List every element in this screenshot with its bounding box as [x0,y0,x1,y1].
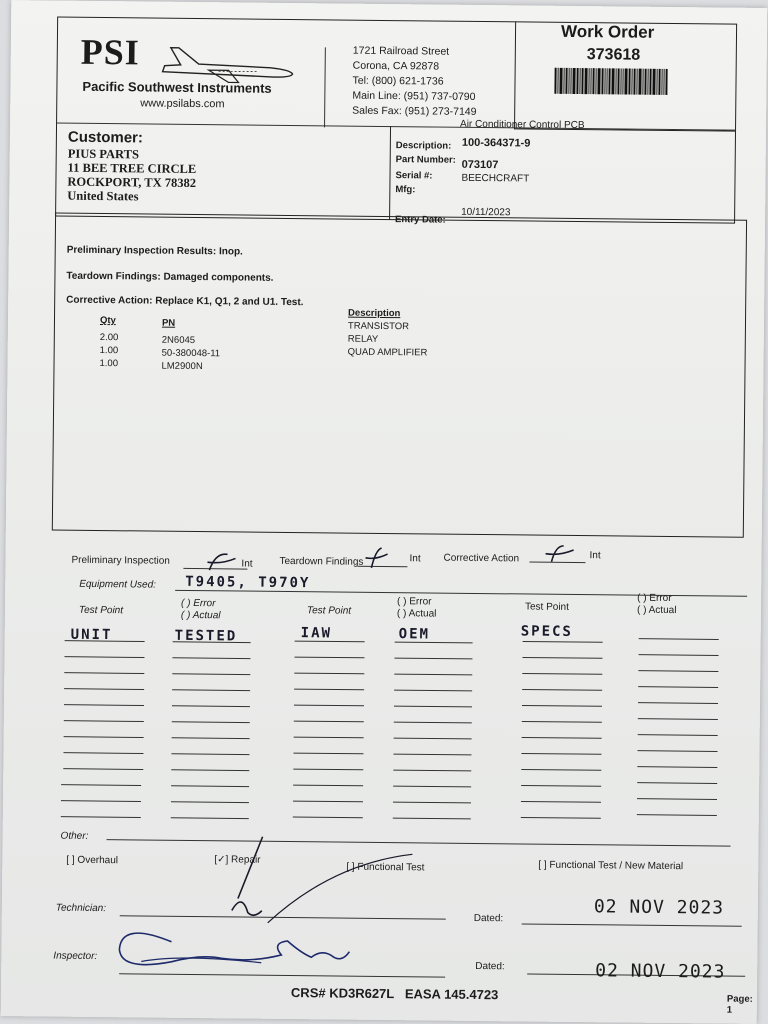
test-col-5-value: SPECS [520,623,573,640]
test-col-1-value: UNIT [70,626,113,644]
checked-box-icon: [✓] [214,854,229,866]
phone-line: Tel: (800) 621-1736 [352,74,444,88]
serial-label: Serial #: [395,170,433,182]
error-option: ( ) Error [397,596,432,608]
pn-cell: 2N6045 [161,334,196,347]
corrective-action: Corrective Action: Replace K1, Q1, 2 and U1. Test. [66,294,304,309]
test-col-4-header [397,596,437,620]
inspector-label: Inspector: [53,950,98,963]
pn-header: PN [161,317,176,329]
customer-address [67,147,196,204]
equipment-used-label: Equipment Used: [79,578,156,591]
phone-line: Main Line: (951) 737-0790 [352,89,476,103]
corrective-action-label: Corrective Action [443,552,520,565]
customer-city: ROCKPORT, TX 78382 [67,174,197,191]
int-label: Int [241,558,253,570]
description-value: Air Conditioner Control PCB [460,118,585,132]
signature-icon [111,821,453,985]
test-col-3-value: IAW [300,625,333,642]
qty-header: Qty [99,315,116,327]
description-label: Description: [395,140,452,152]
fax-line: Sales Fax: (951) 273-7149 [352,104,477,118]
description-cell: QUAD AMPLIFIER [347,346,428,359]
technician-label: Technician: [55,902,107,915]
overhaul-checkbox[interactable]: [ ] Overhaul [66,854,119,867]
initials-mark-icon [361,544,391,570]
company-address [352,44,477,120]
description-header: Description [348,307,401,320]
qty-column [99,331,118,370]
test-col-6-header [637,593,677,617]
part-number-label: Part Number: [395,154,456,166]
customer-country: United States [67,188,139,204]
pn-cell: 50-380048-11 [161,347,221,360]
customer-street: 11 BEE TREE CIRCLE [67,160,197,177]
test-col-1-header: Test Point [78,604,124,617]
repair-label: Repair [231,854,261,866]
equipment-used-value: T9405, T970Y [185,573,311,592]
error-option: ( ) Error [180,597,216,610]
address-line: 1721 Railroad Street [352,44,450,58]
mfg-value: BEECHCRAFT [461,172,530,185]
actual-option: ( ) Actual [636,604,677,617]
test-col-2-header [181,598,221,622]
functional-test-new-material-checkbox[interactable]: [ ] Functional Test / New Material [538,859,684,873]
int-label: Int [409,553,421,565]
actual-option: ( ) Actual [180,609,221,622]
error-option: ( ) Error [637,592,672,605]
teardown-findings-label: Teardown Findings [279,555,364,568]
company-logo: PSI [80,31,141,73]
findings-box [52,213,747,538]
entry-date-value: 10/11/2023 [461,206,511,219]
description-cell: RELAY [347,333,379,345]
int-label: Int [589,550,601,562]
qty-cell: 2.00 [99,332,119,344]
pn-cell: LM2900N [161,360,203,373]
functional-test-checkbox[interactable]: [ ] Functional Test [346,861,425,874]
work-order-number: 373618 [586,46,641,64]
initials-mark-icon [543,542,577,566]
qty-cell: 1.00 [99,345,119,357]
customer-label: Customer: [67,128,144,147]
crs-easa-number: CRS# KD3R627L EASA 145.4723 [290,985,499,1003]
qty-cell: 1.00 [99,358,119,370]
part-number-value: 100-364371-9 [461,136,531,150]
description-cell: TRANSISTOR [347,320,410,333]
entry-date-label: Entry Date: [395,214,446,226]
test-lines-grid [53,631,745,838]
jet-logo-icon [158,42,298,85]
company-name: Pacific Southwest Instruments [82,78,272,96]
inspector-date: 02 NOV 2023 [595,960,726,983]
test-col-3-header: Test Point [306,605,352,617]
test-col-5-header: Test Point [524,601,569,613]
insp-dated-label: Dated: [475,960,505,973]
page-number: Page: 1 [726,993,753,1016]
pn-column [161,334,220,374]
actual-option: ( ) Actual [396,608,437,620]
work-order-sheet [1,0,768,1024]
teardown-findings: Teardown Findings: Damaged components. [66,270,274,284]
preliminary-inspection-label: Preliminary Inspection [71,554,170,567]
preliminary-results: Preliminary Inspection Results: Inop. [66,244,243,258]
tech-dated-label: Dated: [473,912,504,925]
test-col-4-value: OEM [398,626,431,643]
company-website: www.psilabs.com [140,97,225,111]
work-order-title: Work Order [560,21,655,42]
technician-date: 02 NOV 2023 [593,896,725,919]
serial-value: 073107 [461,158,499,172]
barcode [554,68,668,95]
mfg-label: Mfg: [395,184,416,196]
other-label: Other: [60,830,89,842]
address-line: Corona, CA 92878 [352,59,440,73]
col1-lines [61,641,145,818]
customer-name: PIUS PARTS [67,146,140,162]
test-col-2-value: TESTED [174,627,238,645]
description-column [348,320,428,360]
initials-mark-icon [201,548,241,574]
